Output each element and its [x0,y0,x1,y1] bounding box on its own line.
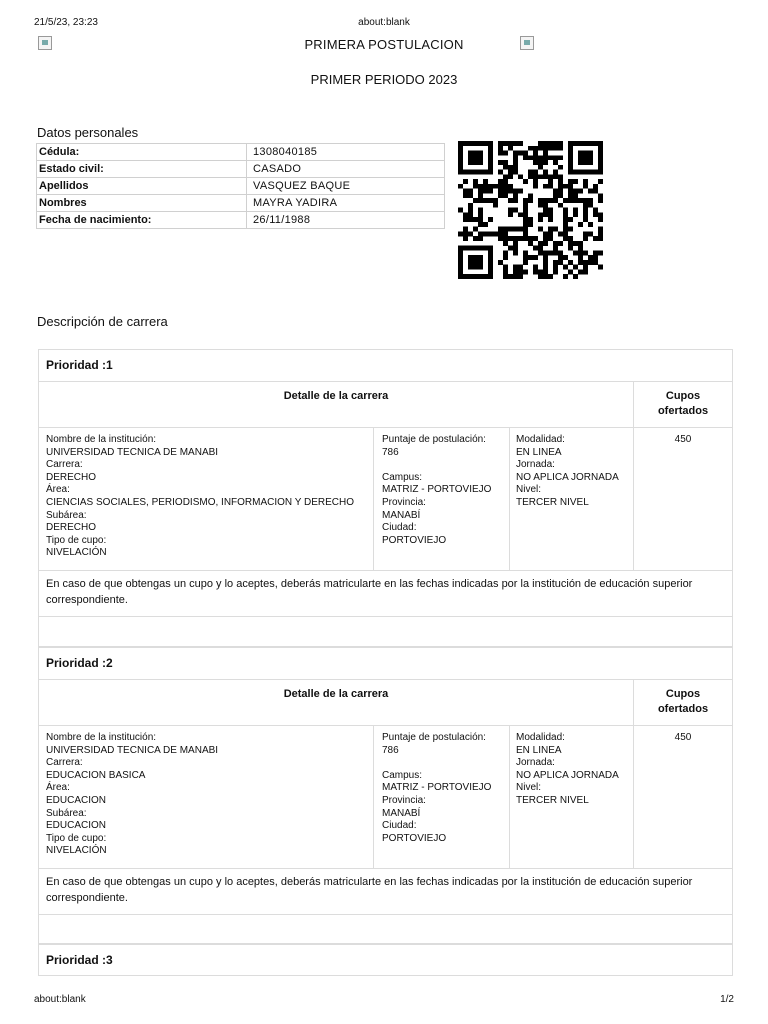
priority-title: Prioridad :2 [46,656,113,670]
priority-card [38,349,733,647]
value: CASADO [247,161,445,178]
info-line: Subárea: [46,807,87,819]
footer-url: about:blank [34,994,86,1005]
detail-header: Detalle de la carrera [283,688,389,700]
info-line: DERECHO [46,471,97,483]
divider [39,868,732,869]
info-line: Nombre de la institución: [46,732,157,743]
label: Cédula: [37,144,247,161]
info-line: Modalidad: [516,732,565,743]
divider [509,427,510,570]
divider [39,616,732,617]
info-line: Ciudad: [382,820,417,832]
cupos-header-line2: ofertados [657,703,709,715]
info-line: PORTOVIEJO [382,534,447,546]
cupos-value: 450 [674,434,692,445]
divider [373,725,374,868]
info-line: MANABÍ [382,807,421,819]
value: VASQUEZ BAQUE [247,178,445,195]
cupos-header-line1: Cupos [665,390,701,402]
institution-info [46,434,366,560]
info-line: Nivel: [516,484,542,496]
priority-card [38,647,733,944]
info-line: Puntaje de postulación: [382,732,486,743]
info-line: Provincia: [382,794,426,806]
info-line: MANABÍ [382,509,421,521]
info-line: Nivel: [516,782,542,794]
divider [633,725,634,868]
modality-info [516,732,631,808]
label: Fecha de nacimiento: [37,212,247,229]
info-line: MATRIZ - PORTOVIEJO [382,782,492,794]
value: 1308040185 [247,144,445,161]
divider [39,570,732,571]
score-campus-info [382,732,507,845]
info-line: Campus: [382,471,423,483]
info-line: UNIVERSIDAD TECNICA DE MANABI [46,744,219,756]
page-subtitle: PRIMER PERIODO 2023 [310,72,458,87]
info-line [382,757,507,770]
table-row [37,212,445,229]
value: 26/11/1988 [247,212,445,229]
label: Estado civil: [37,161,247,178]
divider [373,427,374,570]
info-line: TERCER NIVEL [516,496,589,508]
info-line: UNIVERSIDAD TECNICA DE MANABI [46,446,219,458]
priority-title: Prioridad :3 [46,953,113,967]
page-number: 1/2 [720,994,734,1005]
info-line: Provincia: [382,496,426,508]
info-line: Área: [46,484,70,496]
print-datetime: 21/5/23, 23:23 [34,17,98,28]
info-line: EN LINEA [516,744,562,756]
divider [509,725,510,868]
info-line: Tipo de cupo: [46,534,107,546]
table-row [37,144,445,161]
personal-data-heading: Datos personales [37,125,139,140]
cupos-header [634,687,732,717]
print-url: about:blank [358,17,410,28]
info-line: Carrera: [46,757,83,769]
info-line: NO APLICA JORNADA [516,471,619,483]
enrollment-note: En caso de que obtengas un cupo y lo aceptes, deberás matricularte en las fechas indicadas por la institución de educación superior correspondiente. [46,876,693,904]
cupos-value: 450 [674,732,692,743]
info-line: NO APLICA JORNADA [516,769,619,781]
divider [39,725,732,726]
table-row [37,161,445,178]
info-line: Puntaje de postulación: [382,434,486,445]
label: Nombres [37,195,247,212]
priority-title: Prioridad :1 [46,358,113,372]
detail-header-cell [39,381,634,427]
modality-info [516,434,631,510]
cupos-header [634,389,732,419]
qr-code-image [458,141,603,279]
divider [39,914,732,915]
info-line: EN LINEA [516,446,562,458]
info-line: Tipo de cupo: [46,832,107,844]
info-line: TERCER NIVEL [516,794,589,806]
info-line: 786 [382,744,399,756]
info-line: 786 [382,446,399,458]
info-line: DERECHO [46,522,97,534]
table-row [37,195,445,212]
info-line: Campus: [382,769,423,781]
info-line: NIVELACIÓN [46,845,107,857]
info-line: CIENCIAS SOCIALES, PERIODISMO, INFORMACION Y DERECHO [46,496,355,508]
info-line: EDUCACION [46,794,107,806]
page-title: PRIMERA POSTULACION [304,37,464,52]
divider [39,427,732,428]
info-line: Subárea: [46,509,87,521]
info-line: Modalidad: [516,434,565,445]
info-line: PORTOVIEJO [382,832,447,844]
table-row [37,178,445,195]
detail-header: Detalle de la carrera [283,390,389,402]
info-line [382,459,507,472]
career-heading: Descripción de carrera [37,314,168,329]
institution-info [46,732,366,858]
info-line: Jornada: [516,757,555,769]
enrollment-note: En caso de que obtengas un cupo y lo aceptes, deberás matricularte en las fechas indicadas por la institución de educación superior correspondiente. [46,578,693,606]
cupos-header-line2: ofertados [657,405,709,417]
info-line: Nombre de la institución: [46,434,157,445]
info-line: Área: [46,782,70,794]
personal-data-table [36,143,445,229]
info-line: EDUCACION BASICA [46,769,146,781]
info-line: NIVELACIÓN [46,547,107,559]
detail-header-cell [39,679,634,725]
label: Apellidos [37,178,247,195]
value: MAYRA YADIRA [247,195,445,212]
info-line: Ciudad: [382,522,417,534]
priority-card [38,944,733,976]
info-line: Jornada: [516,459,555,471]
cupos-header-line1: Cupos [665,688,701,700]
info-line: EDUCACION [46,820,107,832]
info-line: Carrera: [46,459,83,471]
divider [633,427,634,570]
info-line: MATRIZ - PORTOVIEJO [382,484,492,496]
score-campus-info [382,434,507,547]
